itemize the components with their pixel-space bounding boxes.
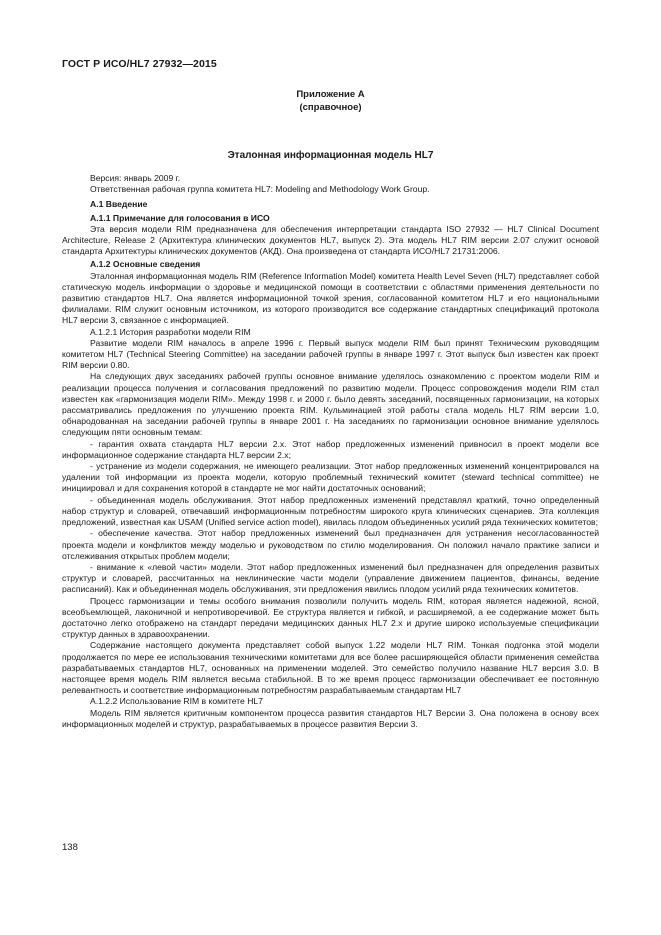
document-body [62, 173, 599, 730]
version-line: Версия: январь 2009 г. [90, 173, 181, 183]
annex-type: (справочное) [299, 102, 362, 113]
section-heading-a11: А.1.1 Примечание для голосования в ИСО [90, 212, 270, 223]
list-item: - устранение из модели содержания, не имеющего реализации. Этот набор предложенных изменений концентрировался на удалении той информации из проекта модели, которую проблемный технический комитет (steward technical committee) не инициировал и для сохранения которой в стандарте не мог найти достаточных оснований; [62, 461, 599, 494]
list-item: - обеспечение качества. Этот набор предложенных изменений был предназначен для устранения несогласованностей проекта модели и конфликтов между моделью и руководством по стилю моделирования. Он положил начало практике записи и отслеживания открытых проблем модели; [62, 528, 599, 561]
responsible-group-line: Ответственная рабочая группа комитета HL7: Modeling and Methodology Work Group. [90, 184, 430, 195]
document-code-header: ГОСТ Р ИСО/HL7 27932—2015 [62, 58, 217, 70]
document-title: Эталонная информационная модель HL7 [227, 150, 434, 161]
paragraph: Содержание настоящего документа представляет собой выпуск 1.22 модели HL7 RIM. Тонкая подгонка этой модели продолжается по мере ее использования техническими комитетами для все более расширяющейся области применения семейства разрабатываемых стандартов HL7, основанных на применении моделей. Это семейство получило название HL7 версия 3.0. В настоящее время модель RIM является весьма стабильной. В то же время процесс гармонизации обеспечивает ее постоянную релевантность и соответствие информационным потребностям разрабатываемым стандартам HL7 [62, 640, 599, 696]
paragraph: Процесс гармонизации и темы особого внимания позволили получить модель RIM, которая является надежной, ясной, всеобъемлющей, лаконичной и непротиворечивой. Ее структура является и гибкой, и расширяемой, а ее содержание может быть достаточно легко отображено на стандарт передачи медицинских данных HL7 2.х и другие широко используемые спецификации структур данных в здравоохранении. [62, 595, 599, 640]
section-heading-a12: А.1.2 Основные сведения [90, 259, 201, 270]
list-item: - гарантия охвата стандарта HL7 версии 2.х. Этот набор предложенных изменений привносил в проект модели все информационное содержание стандарта HL7 версии 2.х; [62, 438, 599, 460]
annex-heading [62, 88, 599, 114]
section-heading-a122: А.1.2.2 Использование RIM в комитете HL7 [90, 696, 263, 707]
paragraph: Эталонная информационная модель RIM (Reference Information Model) комитета Health Level Seven (HL7) представляет собой статическую модель информации о здоровье и медицинской помощи в соответствии с областями применения деятельности по развитию стандартов HL7. Она является информационной точкой зрения, согласованной комитетом HL7 и его национальными филиалами. RIM служит основным источником, из которого производится все содержание стандартных спецификаций протокола HL7 версии 3, связанное с информацией. [62, 270, 599, 326]
paragraph: Эта версия модели RIM предназначена для обеспечения интерпретации стандарта ISO 27932 — HL7 Clinical Document Architecture, Release 2 (Архитектура клинических документов HL7, выпуск 2). Эта модель HL7 RIM версии 2.07 служит основой стандарта Архитектуры клинических документов (АКД). Она произведена от стандарта ИСО/HL7 21731:2006. [62, 223, 599, 257]
paragraph: Развитие модели RIM началось в апреле 1996 г. Первый выпуск модели RIM был принят Техническим руководящим комитетом HL7 (Technical Steering Committee) на заседании рабочей группы в январе 1997 г. Этот выпуск был известен как проект RIM версии 0.80. [62, 337, 599, 371]
paragraph: На следующих двух заседаниях рабочей группы основное внимание уделялось ознакомлению с проектом модели RIM и реализации процесса получения и согласования предложений по развитию модели. Процесс сопровождения модели RIM стал известен как «гармонизация модели RIM». Между 1998 г. и 2000 г. было девять заседаний, посвященных гармонизации, на которых рассматривались предложения по улучшению проекта RIM. Кульминацией этой работы стала модель HL7 RIM версии 1.0, обнародованная на заседании рабочей группы в январе 2001 г. На заседаниях по гармонизации основное внимание уделялось следующим пяти основным темам: [62, 371, 599, 438]
annex-title: Приложение А [296, 89, 365, 100]
page-number: 138 [62, 842, 78, 853]
list-item: - внимание к «левой части» модели. Этот набор предложенных изменений был предназначен для определения развитых структур и словарей, рассчитанных на неклинические части модели (управление движением пациентов, финансы, ведение расписаний). Как и объединенная модель обслуживания, эти предложения явились плодом усилий ряда технических комитетов. [62, 561, 599, 595]
paragraph: Модель RIM является критичным компонентом процесса развития стандартов HL7 Версии 3. Она положена в основу всех информационных моделей и структур, разрабатываемых в процессе развития Версии 3. [62, 707, 599, 729]
section-heading-a1: А.1 Введение [90, 199, 148, 210]
section-heading-a121: А.1.2.1 История разработки модели RIM [90, 326, 251, 337]
list-item: - объединенная модель обслуживания. Этот набор предложенных изменений представлял краткий, точно определенный набор структур и словарей, отвечавший информационным потребностям широкого круга клинических сценариев. Эта коллекция предложений, известная как USAM (Unified service action model), явилась плодом объединенных усилий ряда технических комитетов; [62, 494, 599, 528]
